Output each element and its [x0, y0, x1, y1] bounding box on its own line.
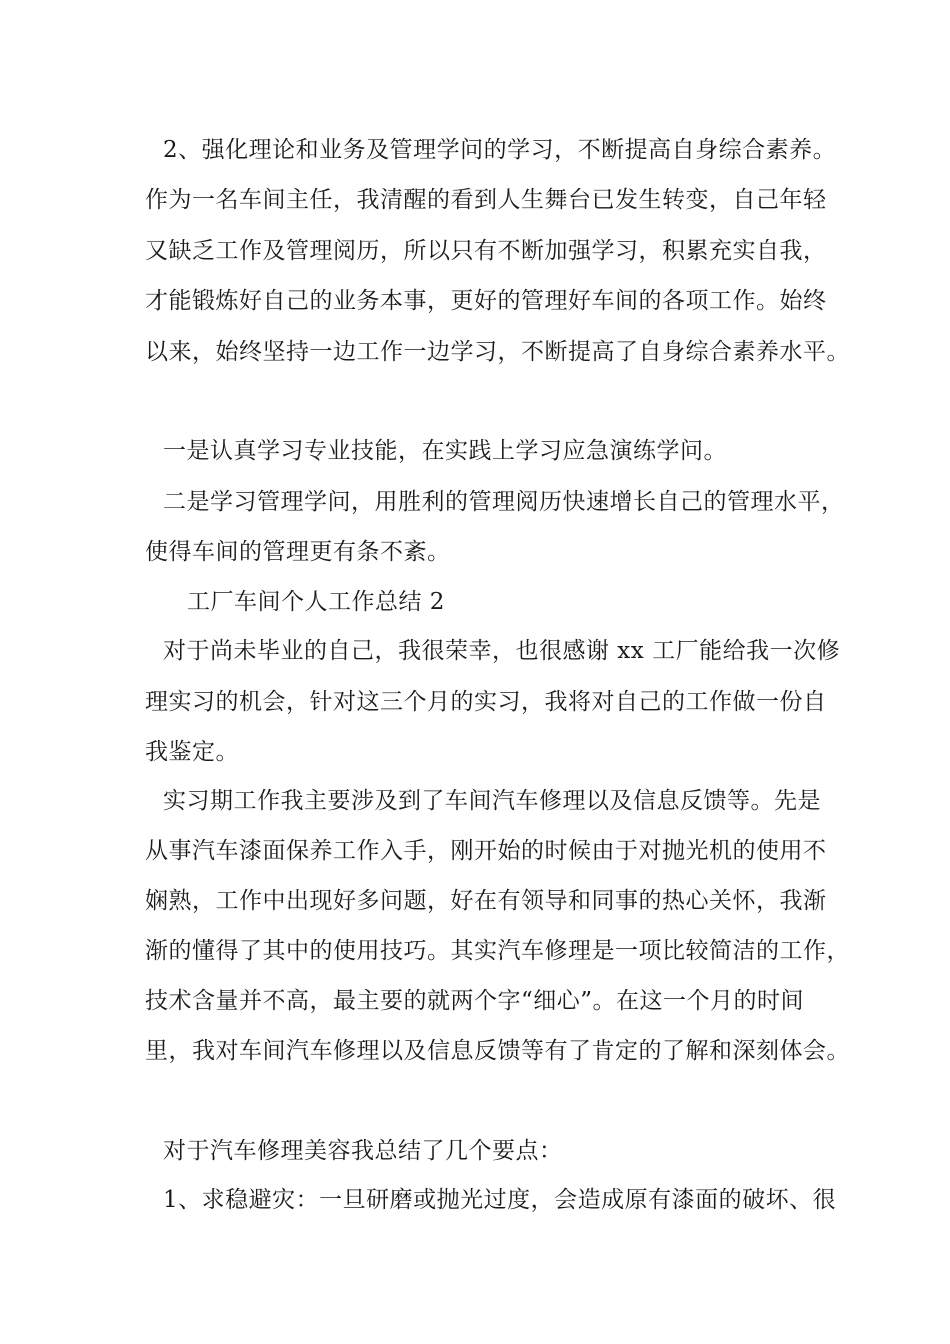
text-line: 从事汽车漆面保养工作入手，刚开始的时候由于对抛光机的使用不 [145, 838, 827, 864]
text-line: 技术含量并不高，最主要的就两个字“细心”。在这一个月的时间 [145, 988, 805, 1014]
text-line: 又缺乏工作及管理阅历，所以只有不断加强学习，积累充实自我， [145, 238, 827, 264]
text-line: 渐的懂得了其中的使用技巧。其实汽车修理是一项比较简洁的工作， [145, 938, 850, 964]
text-line: 2、强化理论和业务及管理学问的学习，不断提高自身综合素养。 [163, 137, 837, 163]
text-line: 作为一名车间主任，我清醒的看到人生舞台已发生转变，自己年轻 [145, 187, 827, 213]
text-line: 使得车间的管理更有条不紊。 [145, 539, 451, 565]
section-heading: 工厂车间个人工作总结 2 [187, 589, 445, 615]
text-line: 才能锻炼好自己的业务本事，更好的管理好车间的各项工作。始终 [145, 288, 827, 314]
text-line: 理实习的机会，针对这三个月的实习，我将对自己的工作做一份自 [145, 689, 827, 715]
text-line: 对于汽车修理美容我总结了几个要点： [163, 1138, 563, 1164]
text-line: 二是学习管理学问，用胜利的管理阅历快速增长自己的管理水平， [163, 489, 845, 515]
text-line: 娴熟，工作中出现好多问题，好在有领导和同事的热心关怀，我渐 [145, 888, 827, 914]
text-line: 对于尚未毕业的自己，我很荣幸，也很感谢 xx 工厂能给我一次修 [163, 638, 841, 664]
text-line: 一是认真学习专业技能，在实践上学习应急演练学问。 [163, 438, 727, 464]
text-line: 里，我对车间汽车修理以及信息反馈等有了肯定的了解和深刻体会。 [145, 1038, 850, 1064]
text-line: 1、求稳避灾：一旦研磨或抛光过度，会造成原有漆面的破坏、很 [163, 1187, 837, 1213]
text-line: 实习期工作我主要涉及到了车间汽车修理以及信息反馈等。先是 [163, 788, 821, 814]
text-line: 以来，始终坚持一边工作一边学习，不断提高了自身综合素养水平。 [145, 339, 850, 365]
text-line: 我鉴定。 [145, 739, 239, 765]
